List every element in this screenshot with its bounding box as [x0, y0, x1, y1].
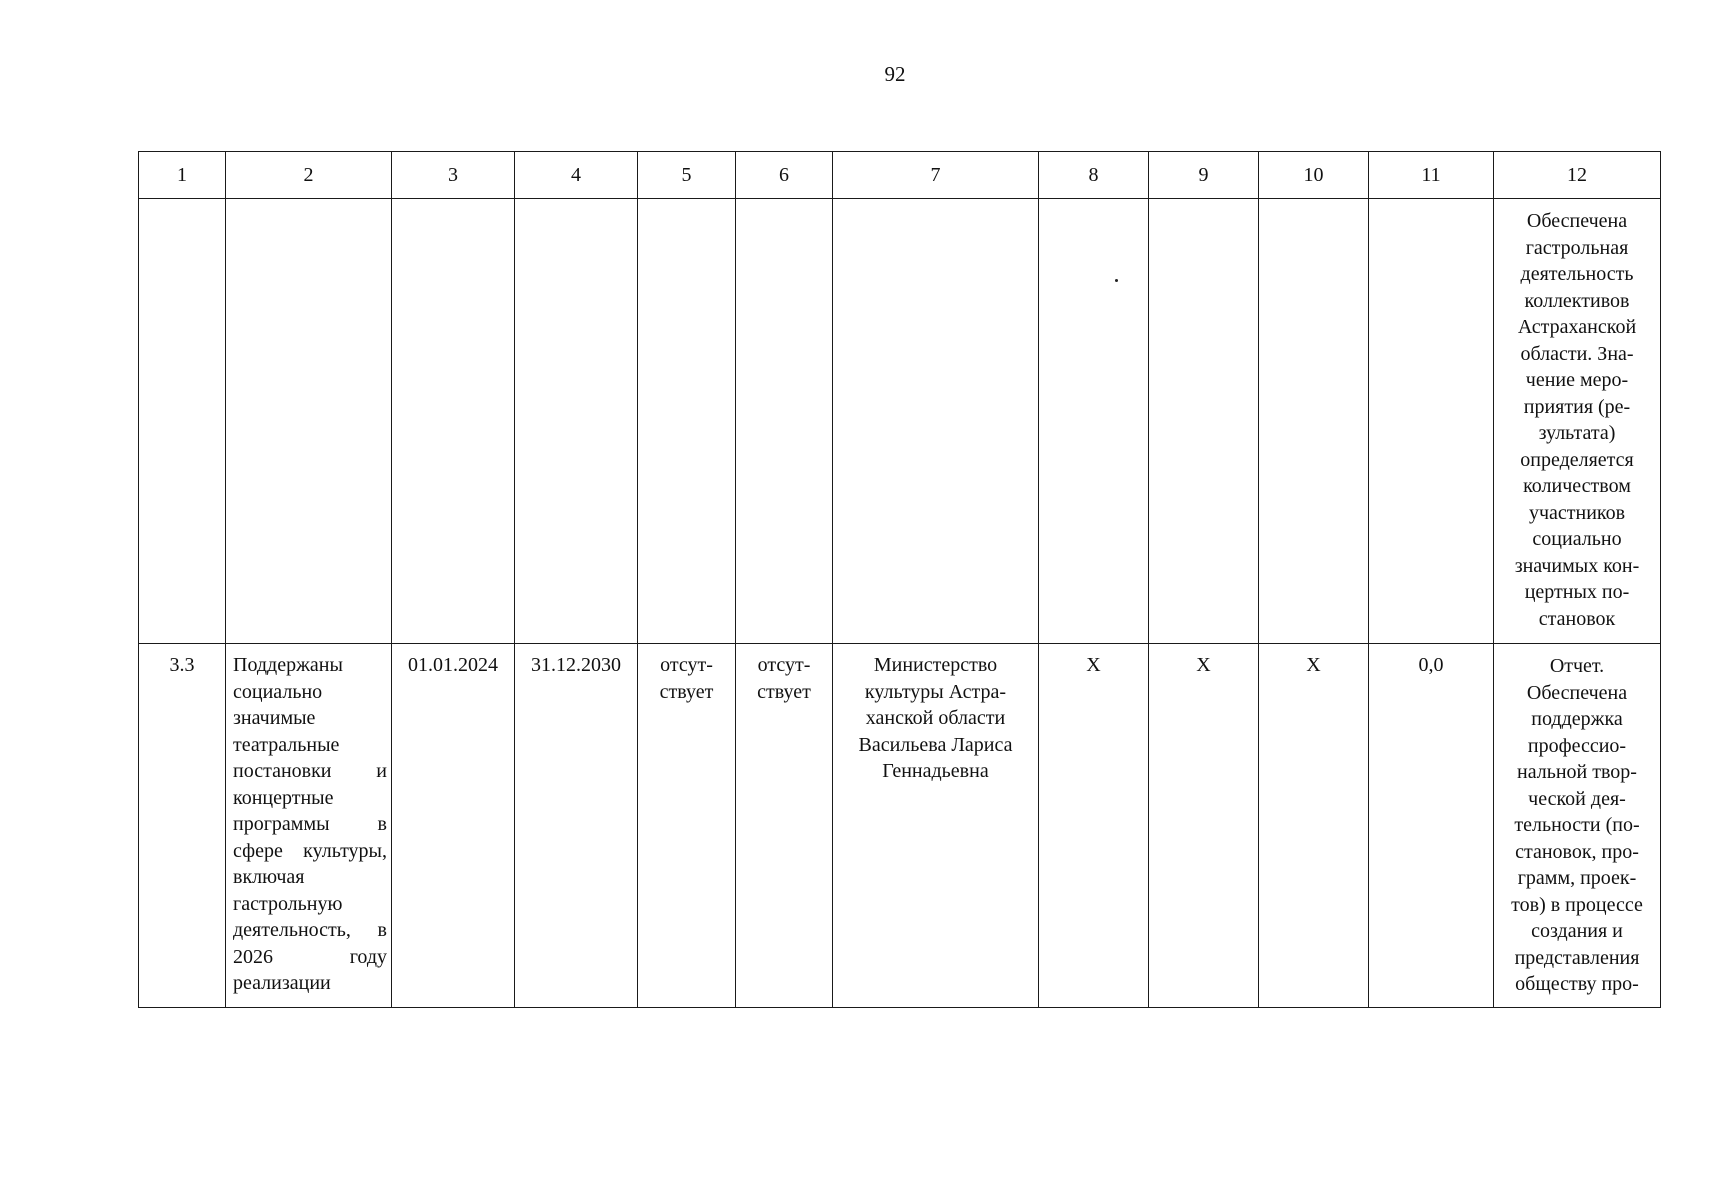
empty-cell — [392, 199, 515, 644]
col9-value: X — [1196, 654, 1211, 676]
empty-cell — [736, 199, 833, 644]
col11-cell — [1369, 644, 1494, 1008]
activity-name-cell — [226, 644, 392, 1008]
column-header: 3 — [392, 152, 515, 199]
table-row-3-3 — [139, 644, 1661, 1008]
col5-cell — [638, 644, 736, 1008]
responsible-cell — [833, 644, 1039, 1008]
col10-cell — [1259, 644, 1369, 1008]
start-date-cell — [392, 644, 515, 1008]
column-header: 1 — [139, 152, 226, 199]
empty-cell — [515, 199, 638, 644]
row-number-cell — [139, 644, 226, 1008]
col8-cell — [1039, 644, 1149, 1008]
report-cell — [1494, 644, 1661, 1008]
end-date-cell — [515, 644, 638, 1008]
start-date: 01.01.2024 — [408, 654, 498, 676]
col9-cell — [1149, 644, 1259, 1008]
column-header: 11 — [1369, 152, 1494, 199]
column-header: 7 — [833, 152, 1039, 199]
col11-value: 0,0 — [1418, 654, 1444, 676]
activity-name: Поддержаны социально значимые театральные постановки и концертные программы в сфере культуры, включая гастрольную деятельность, в 2026 году реализации — [233, 654, 387, 994]
scan-speck — [1115, 279, 1118, 282]
empty-cell — [226, 199, 392, 644]
table-header-row — [139, 152, 1661, 199]
result-description-text: Обеспечена гастрольная деятельность коллективов Астраханской области. Зна- чение меро- приятия (ре- зультата) определяется количеством участников социально значимых кон- цертных по- становок — [1514, 210, 1640, 630]
row-number: 3.3 — [169, 654, 195, 676]
column-header: 6 — [736, 152, 833, 199]
column-header: 5 — [638, 152, 736, 199]
end-date: 31.12.2030 — [531, 654, 621, 676]
responsible-executor: Министерство культуры Астра- ханской области Васильева Лариса Геннадьевна — [858, 654, 1013, 782]
col6-value: отсут- ствует — [757, 654, 811, 703]
document-table — [138, 151, 1661, 1008]
empty-cell — [1259, 199, 1369, 644]
empty-cell — [1039, 199, 1149, 644]
col10-value: X — [1306, 654, 1321, 676]
empty-cell — [1149, 199, 1259, 644]
col5-value: отсут- ствует — [659, 654, 714, 703]
report-text: Отчет. Обеспечена поддержка профессио- нальной твор- ческой дея- тельности (по- становок, про- грамм, проек- тов) в процессе создания и представления обществу про- — [1511, 655, 1643, 995]
table-row-continued — [139, 199, 1661, 644]
column-header: 10 — [1259, 152, 1369, 199]
col6-cell — [736, 644, 833, 1008]
col8-value: X — [1086, 654, 1101, 676]
column-header: 2 — [226, 152, 392, 199]
column-header: 12 — [1494, 152, 1661, 199]
empty-cell — [638, 199, 736, 644]
empty-cell — [139, 199, 226, 644]
empty-cell — [833, 199, 1039, 644]
column-header: 9 — [1149, 152, 1259, 199]
column-header: 8 — [1039, 152, 1149, 199]
column-header: 4 — [515, 152, 638, 199]
page-number: 92 — [884, 62, 906, 86]
result-description-cell — [1494, 199, 1661, 644]
empty-cell — [1369, 199, 1494, 644]
